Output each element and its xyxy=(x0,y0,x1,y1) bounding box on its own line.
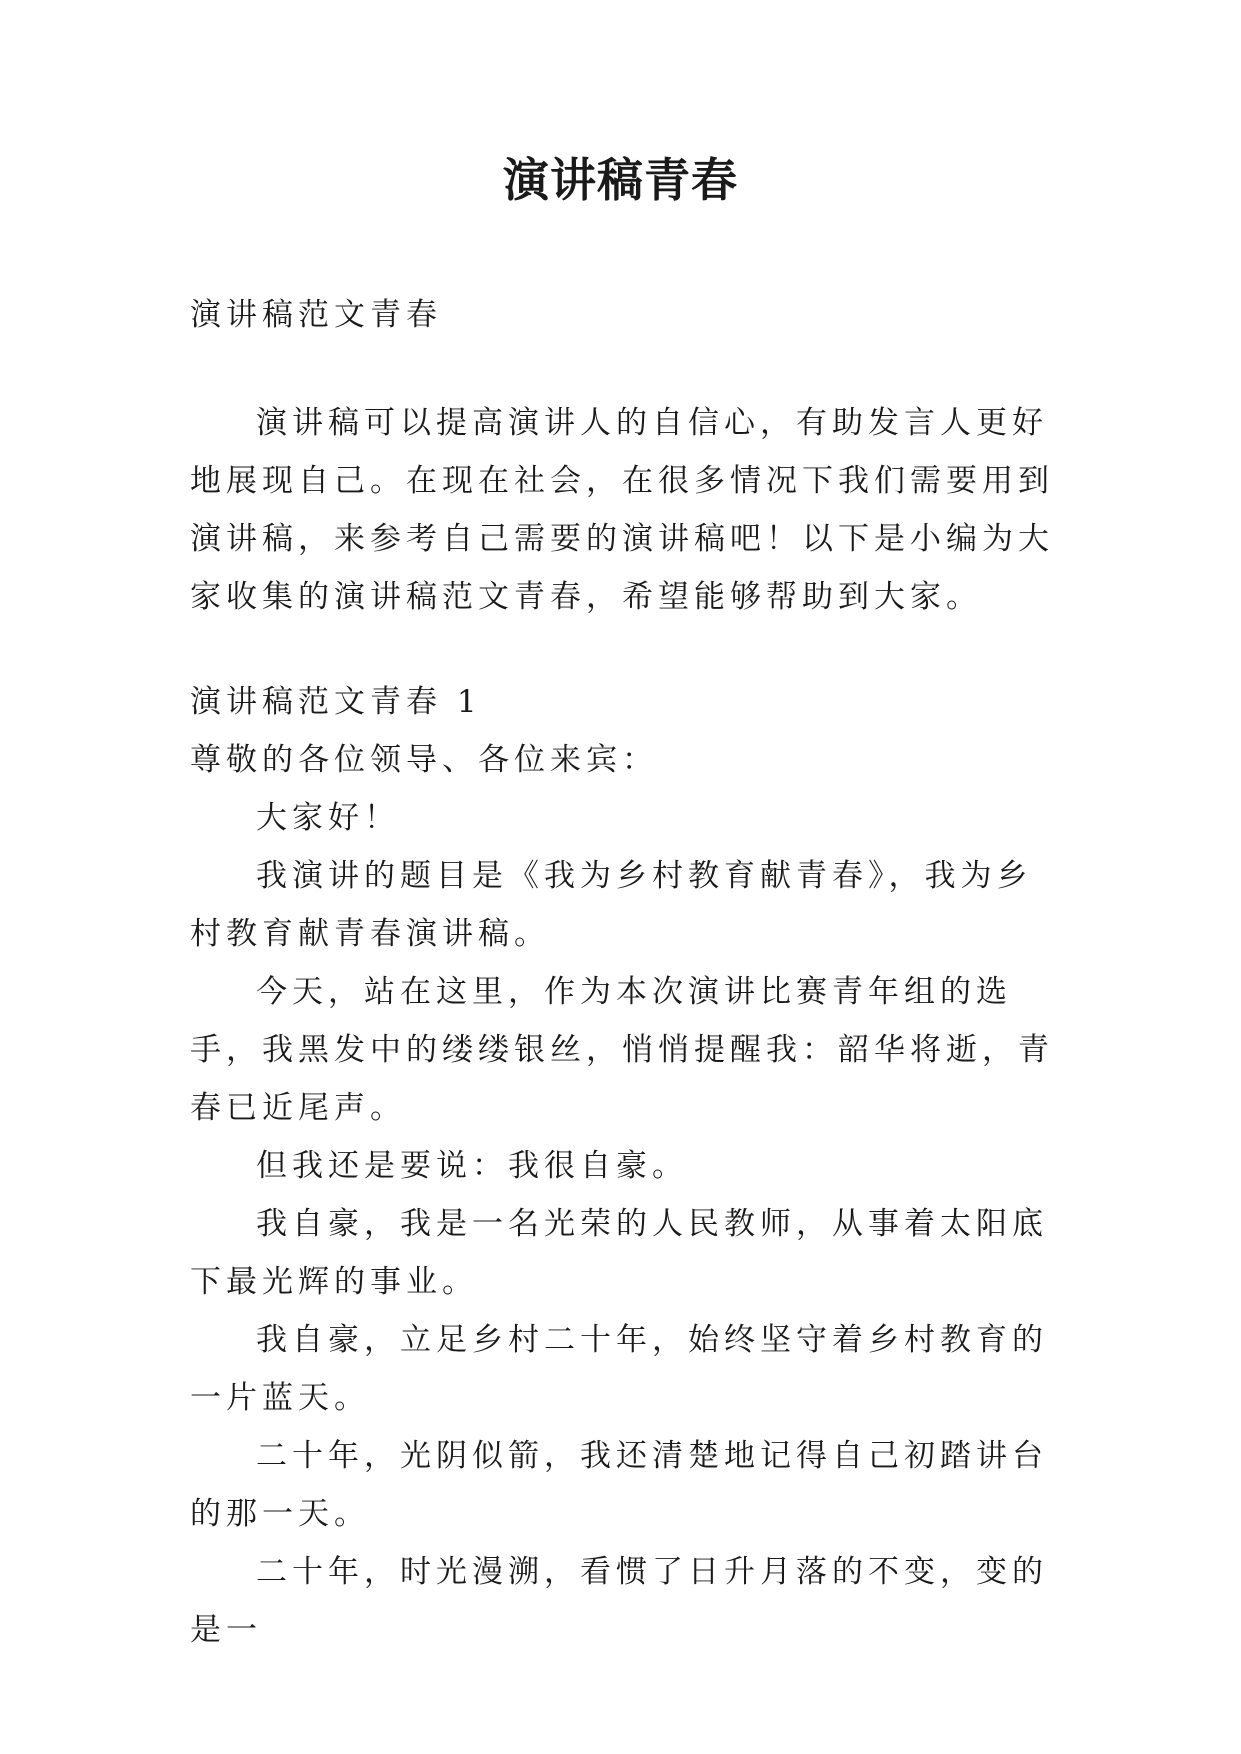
section-heading: 演讲稿范文青春 1 xyxy=(190,684,482,720)
intro-paragraph: 演讲稿可以提高演讲人的自信心，有助发言人更好地展现自己。在现在社会，在很多情况下我们需要用到演讲稿，来参考自己需要的演讲稿吧！以下是小编为大家收集的演讲稿范文青春，希望能够帮助到大家。 xyxy=(190,405,1054,615)
salutation: 尊敬的各位领导、各位来宾： xyxy=(190,742,658,778)
body-paragraph: 二十年，时光漫溯，看惯了日升月落的不变，变的是一 xyxy=(190,1554,1048,1648)
body-paragraph: 今天，站在这里，作为本次演讲比赛青年组的选手，我黑发中的缕缕银丝，悄悄提醒我：韶华将逝，青春已近尾声。 xyxy=(190,974,1054,1126)
body-paragraph: 我自豪，立足乡村二十年，始终坚守着乡村教育的一片蓝天。 xyxy=(190,1322,1048,1416)
body-paragraph: 二十年，光阴似箭，我还清楚地记得自己初踏讲台的那一天。 xyxy=(190,1438,1048,1532)
body-paragraph: 大家好！ xyxy=(256,800,400,836)
document-body xyxy=(190,286,1060,1659)
body-paragraph: 我自豪，我是一名光荣的人民教师，从事着太阳底下最光辉的事业。 xyxy=(190,1206,1048,1300)
body-paragraph: 我演讲的题目是《我为乡村教育献青春》，我为乡村教育献青春演讲稿。 xyxy=(190,858,1033,952)
document-subtitle: 演讲稿范文青春 xyxy=(190,297,442,333)
body-paragraph: 但我还是要说：我很自豪。 xyxy=(256,1148,688,1184)
document-title: 演讲稿青春 xyxy=(503,153,738,207)
